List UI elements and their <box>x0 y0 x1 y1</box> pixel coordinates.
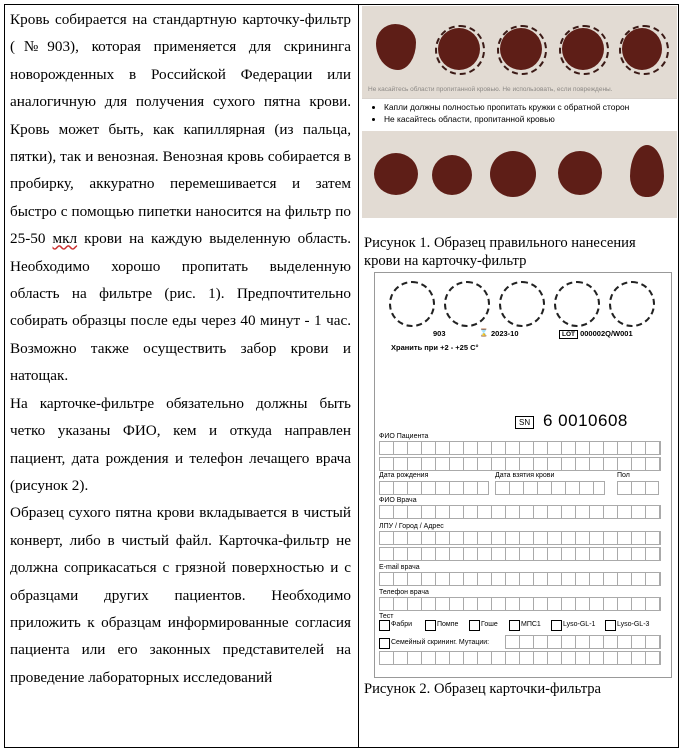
family-checkbox[interactable] <box>379 638 390 649</box>
label-email: E-mail врача <box>379 564 420 571</box>
patient-grid <box>379 457 661 471</box>
card-ref: 903 <box>433 329 446 338</box>
filter-card <box>374 272 672 678</box>
test-option: Помпе <box>437 621 459 628</box>
unit-mkl: мкл <box>52 230 78 248</box>
spot-outline <box>619 25 669 75</box>
label-clinic: ЛПУ / Город / Адрес <box>379 523 444 530</box>
label-patient: ФИО Пациента <box>379 433 429 440</box>
blood-spot-photo <box>362 6 677 218</box>
card-lot <box>559 329 633 338</box>
label-sample-date: Дата взятия крови <box>495 472 555 479</box>
test-option: Lyso-GL-3 <box>617 621 650 628</box>
blood-spot <box>376 24 416 70</box>
spot-circle <box>444 281 490 327</box>
column-divider <box>358 4 359 748</box>
figure1-caption: Рисунок 1. Образец правильного нанесения крови на карточку-фильтр <box>364 235 636 269</box>
paragraph-labeling: На карточке-фильтре обязательно должны быть четко указаны ФИО, кем и откуда направлен пациент, дата рождения и телефон лечащего врача (рисунок 2). <box>10 394 351 494</box>
card-lot-number: 000002Q/W001 <box>580 329 633 338</box>
label-family: Семейный скрининг. Мутации: <box>391 639 490 646</box>
test-option: Гоше <box>481 621 498 628</box>
spot-circle <box>499 281 545 327</box>
sample-date-grid <box>495 481 605 495</box>
family-grid <box>379 651 661 665</box>
doctor-grid <box>379 505 661 519</box>
card-storage: Хранить при +2 - +25 С° <box>391 343 479 352</box>
paragraph-packaging: Образец сухого пятна крови вкладывается в чистый конверт, либо в чистый файл. Карточка-фильтр не должна соприкасаться с грязной поверхностью и с образцами других пациентов. Необходимо приложить к образцам информированные согласия пациента или его законных представителей на проведение лабораторных исследований <box>10 504 351 686</box>
clinic-grid <box>379 547 661 561</box>
family-grid <box>505 635 661 649</box>
photo-notes <box>362 99 677 131</box>
test-option: Lyso-GL-1 <box>563 621 596 628</box>
photo-card-bottom <box>362 131 677 218</box>
card-expiry: 2023-10 <box>491 329 519 338</box>
test-checkbox[interactable] <box>509 620 520 631</box>
blood-spot <box>432 155 472 195</box>
birth-date-grid <box>379 481 489 495</box>
phone-grid <box>379 597 661 611</box>
paragraph-collection-part2: крови на каждую выделенную область. Необходимо хорошо пропитать выделенную область на фильтре (рис. 1). Предпочтительно собирать образцы после еды через 40 минут - 1 час. Возможно также осуществить забор крови и натощак. <box>10 230 351 385</box>
spot-circle <box>389 281 435 327</box>
sex-grid <box>617 481 659 495</box>
test-checkbox[interactable] <box>551 620 562 631</box>
paragraph-collection-part1: Кровь собирается на стандартную карточку-фильтр (№903), которая применяется для скрининга новорожденных в Российской Федерации или аналогичную для получения сухого пятна крови. Кровь может быть, как капиллярная (из пальца, пятки), так и венозная. Венозная кровь собирается в пробирку, аккуратно перемешивается и затем быстро с помощью пипетки наносится на фильтр по 25-50 <box>10 11 351 248</box>
patient-grid <box>379 441 661 455</box>
spot-outline <box>559 25 609 75</box>
spot-outline <box>435 25 485 75</box>
email-grid <box>379 572 661 586</box>
spot-circle <box>554 281 600 327</box>
test-checkbox[interactable] <box>425 620 436 631</box>
photo-warning-text: Не касайтесь области пропитанной кровью. Не использовать, если повреждены. <box>368 86 613 93</box>
hourglass-icon: ⌛ <box>479 328 489 337</box>
photo-card-top <box>362 6 677 98</box>
lot-icon: LOT <box>559 330 578 339</box>
blood-spot <box>374 153 418 195</box>
instructions-text <box>10 6 351 691</box>
blood-spot <box>558 151 602 195</box>
figure2-caption: Рисунок 2. Образец карточки-фильтра <box>364 681 602 697</box>
clinic-grid <box>379 531 661 545</box>
note-item: • Капли должны полностью пропитать кружки с обратной сторон <box>384 101 677 113</box>
note-item: • Не касайтесь области, пропитанной кровью <box>384 113 677 125</box>
label-test: Тест <box>379 613 394 620</box>
test-checkbox[interactable] <box>379 620 390 631</box>
spot-outline <box>497 25 547 75</box>
label-phone: Телефон врача <box>379 589 429 596</box>
test-option: Фабри <box>391 621 413 628</box>
spot-circle <box>609 281 655 327</box>
test-checkbox[interactable] <box>605 620 616 631</box>
card-serial: 6 0010608 <box>543 411 628 430</box>
label-doctor: ФИО Врача <box>379 497 417 504</box>
label-birth-date: Дата рождения <box>379 472 429 479</box>
paragraph-collection <box>10 6 351 390</box>
blood-spot <box>490 151 536 197</box>
blood-spot <box>630 145 664 197</box>
label-sex: Пол <box>617 472 630 479</box>
test-option: МПС1 <box>521 621 541 628</box>
sn-label: SN <box>515 416 534 429</box>
test-checkbox[interactable] <box>469 620 480 631</box>
